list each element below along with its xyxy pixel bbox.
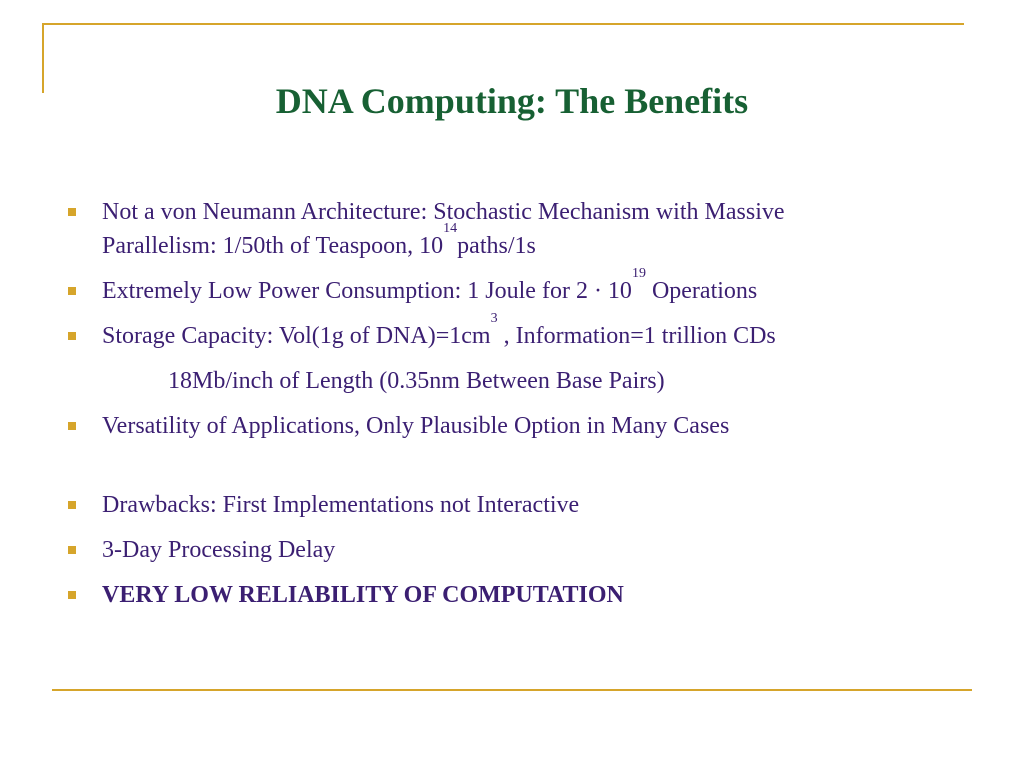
- bullet-text: 3-Day Processing Delay: [102, 537, 336, 563]
- bullet-text-post: Operations: [645, 278, 758, 304]
- square-bullet-icon: [68, 591, 76, 599]
- bullet-line: Not a von Neumann Architecture: Stochastic Mechanism with Massive: [102, 199, 785, 225]
- bullet-line: Parallelism: 1/50th of Teaspoon, 10: [102, 233, 444, 259]
- frame-top-line: [42, 23, 964, 25]
- bullet-item-architecture: [64, 195, 984, 263]
- bullet-text-pre: Extremely Low Power Consumption: 1 Joule for 2 · 10: [102, 278, 632, 304]
- bullet-text: Versatility of Applications, Only Plausible Option in Many Cases: [102, 413, 730, 439]
- square-bullet-icon: [68, 546, 76, 554]
- square-bullet-icon: [68, 208, 76, 216]
- bullet-text: VERY LOW RELIABILITY OF COMPUTATION: [102, 582, 624, 608]
- bullet-list: [64, 195, 984, 612]
- square-bullet-icon: [68, 501, 76, 509]
- square-bullet-icon: [68, 422, 76, 430]
- bullet-subline-storage: 18Mb/inch of Length (0.35nm Between Base Pairs): [168, 368, 665, 394]
- square-bullet-icon: [68, 332, 76, 340]
- superscript: 3: [490, 311, 498, 326]
- slide-title: DNA Computing: The Benefits: [275, 81, 749, 121]
- bullet-item-power: [64, 266, 984, 308]
- bullet-item-delay: [64, 533, 984, 567]
- bullet-item-reliability: [64, 578, 984, 612]
- bullet-text: [102, 195, 984, 263]
- bullet-line: paths/1s: [457, 233, 536, 259]
- bullet-item-storage: [64, 311, 984, 353]
- frame-bottom-line: [52, 689, 972, 691]
- bullet-text-pre: Storage Capacity: Vol(1g of DNA)=1cm: [102, 323, 491, 349]
- superscript: 19: [631, 266, 646, 281]
- bullet-text: [102, 311, 984, 353]
- square-bullet-icon: [68, 287, 76, 295]
- bullet-text-post: , Information=1 trillion CDs: [497, 323, 776, 349]
- bullet-text: [102, 266, 984, 308]
- bullet-item-versatility: [64, 409, 984, 443]
- bullet-item-drawbacks: [64, 488, 984, 522]
- bullet-text: Drawbacks: First Implementations not Interactive: [102, 492, 580, 518]
- spacer: [64, 443, 984, 488]
- superscript: 14: [443, 221, 458, 236]
